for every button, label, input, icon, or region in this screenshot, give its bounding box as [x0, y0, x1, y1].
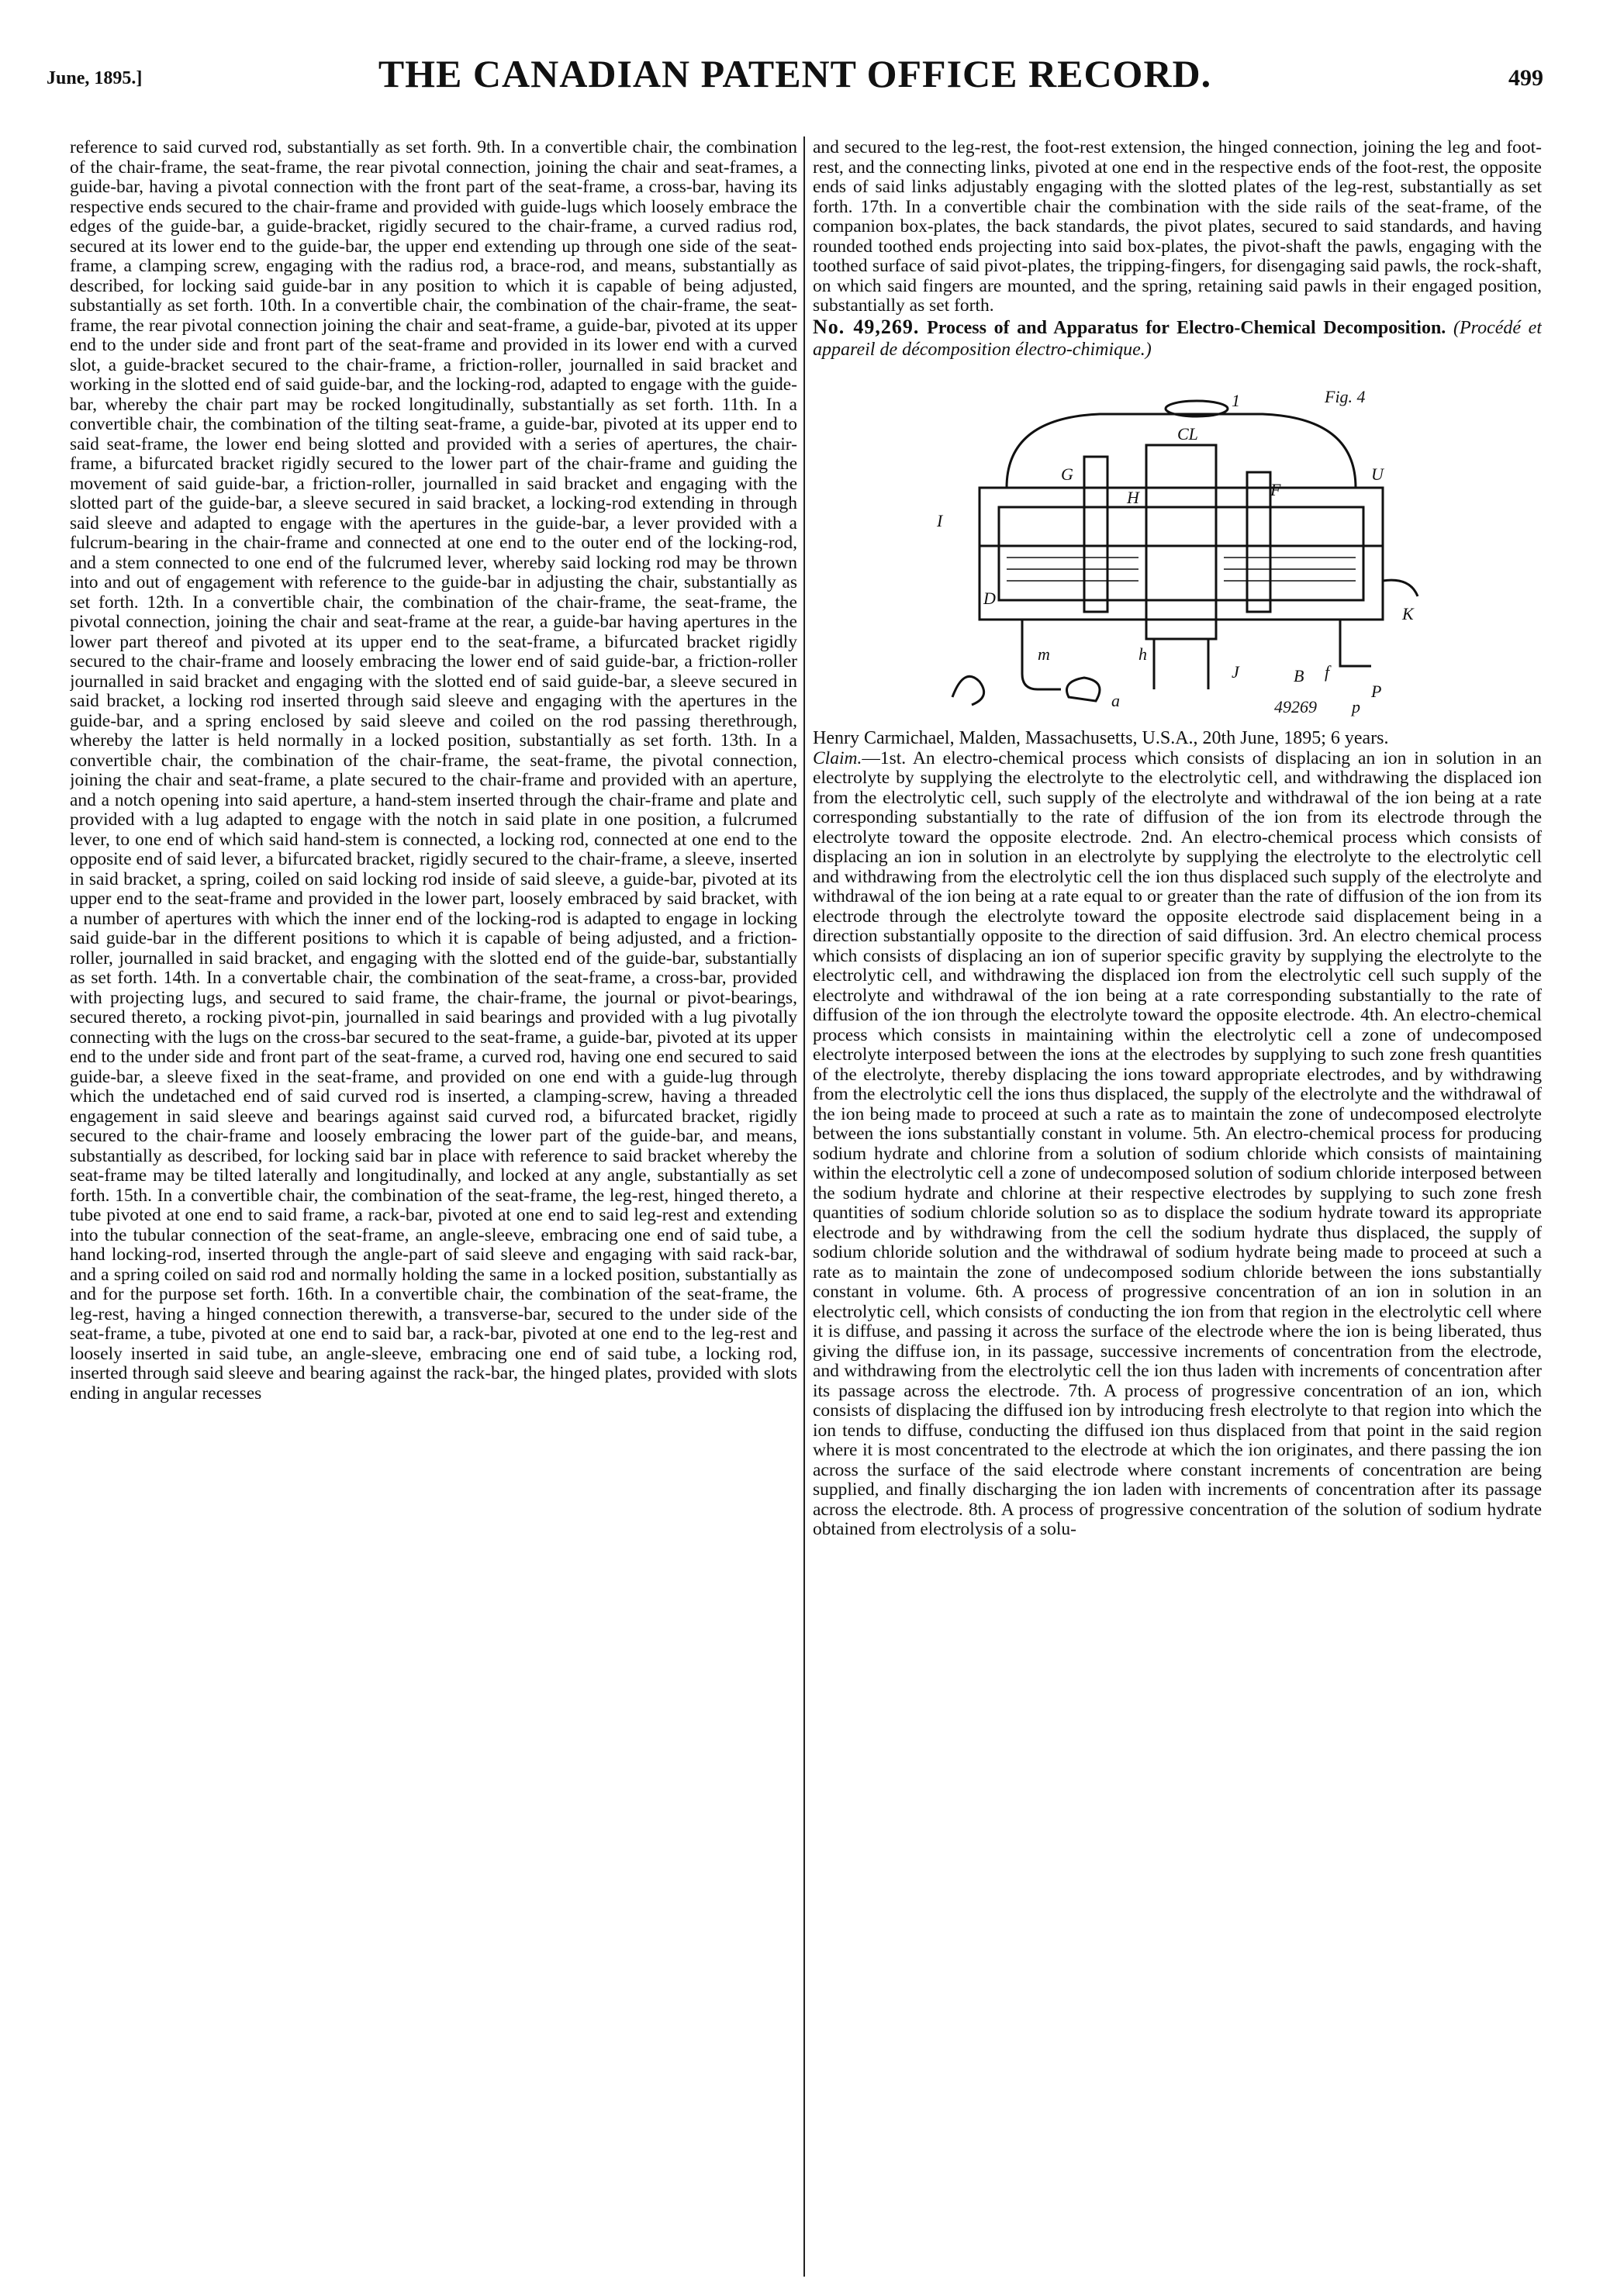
label-h: H — [1127, 487, 1139, 507]
patent-figure — [906, 371, 1449, 720]
label-h-lower: h — [1138, 644, 1147, 664]
label-b: B — [1294, 665, 1304, 685]
label-cl: CL — [1177, 423, 1198, 444]
label-a: a — [1111, 690, 1120, 710]
patent-title: Process of and Apparatus for Electro-Chemical Decomposition. — [927, 317, 1446, 338]
right-outlet-pipe — [1340, 620, 1371, 666]
figure-label: Fig. 4 — [1325, 386, 1366, 406]
inner-tank-outline — [999, 507, 1363, 600]
issue-date: June, 1895.] — [47, 68, 143, 88]
label-u: U — [1371, 464, 1384, 484]
publication-title: THE CANADIAN PATENT OFFICE RECORD. — [378, 52, 1212, 95]
central-electrode — [1146, 445, 1216, 639]
outlet-cup — [1067, 678, 1100, 701]
left-column-text: reference to said curved rod, substantially as set forth. 9th. In a convertible chair, the combination of the chair-frame, the seat-frame, the rear pivotal connection, joining the chair and seat-frames, a guide-bar, having a pivotal connection with the front part of the seat-frame, a cross-bar, having its respective ends secured to the chair-frame and provided with guide-lugs which loosely embrace the edges of the guide-bar, a guide-bracket, rigidly secured to the chair-frame, a curved radius rod, secured at its lower end to the guide-bar, the upper end extending up through one side of the seat-frame, a clamping screw, engaging with the radius rod, a brace-rod, and means, substantially as described, for locking said guide-bar in any position to which it is capable of being adjusted, substantially as set forth. 10th. In a convertible chair, the combination of the chair-frame, the seat-frame, the rear pivotal connection joining the chair and seat-frame, a guide-bar, pivoted at its upper end to the under side and front part of the seat-frame and provided in its lower end with a curved slot, a guide-bracket secured to the chair-frame, a friction-roller, journalled in said bracket and working in the slotted end of said guide-bar, and the locking-rod, adapted to engage with the guide-bar, whereby the chair part may be rocked longitudinally, substantially as set forth. 11th. In a convertible chair, the combination of the tilting seat-frame, a guide-bar, pivoted at its upper end to said seat-frame, the lower end being slotted and provided with a series of apertures, the chair-frame, a bifurcated bracket rigidly secured to the lower part of the chair-frame and guiding the movement of said guide-bar, a friction-roller, journalled in said bracket and engaging with the slotted part of the guide-bar, a sleeve secured in said bracket, a locking-rod extending in through said sleeve and adapted to engage with the apertures in the guide-bar, a lever provided with a fulcrum-bearing in the chair-frame and connected at one end to the outer end of the locking-rod, and a stem connected to one end of the fulcrumed lever, whereby said locking rod may be thrown into and out of engagement with reference to the guide-bar in adjusting the chair, substantially as set forth. 12th. In a convertible chair, the combination of the chair-frame, the seat-frame, the pivotal connection, joining the chair and seat-frame at the rear, a guide-bar having apertures in the lower part thereof and pivoted at its upper end to the seat-frame, a bifurcated bracket rigidly secured to the chair-frame and loosely embracing the lower end of said guide-bar, a friction-roller journalled in said bracket and engaging with the slotted end of said guide-bar, a sleeve secured in said bracket, a locking rod inserted through said sleeve and engaging with the apertures in the guide-bar, and a spring enclosed by said sleeve and coiled on the rod passing therethrough, whereby the latter is held normally in a locked position, substantially as set forth. 13th. In a convertible chair, the combination of the chair-frame, the seat-frame, the pivotal connection, joining the chair and seat-frame, a plate secured to the chair-frame and provided with an aperture, and a notch opening into said aperture, a hand-stem inserted through the chair-frame and plate and provided with a lug adapted to engage with the notch in said plate in one position, a fulcrumed lever, to one end of which said hand-stem is connected, a locking rod, connected at one end to the opposite end of said lever, a bifurcated bracket, rigidly secured to the chair-frame, a sleeve, inserted in said bracket, a spring, coiled on said locking rod inside of said sleeve, a guide-bar, pivoted at its upper end to the seat-frame and provided in the lower part, loosely embraced by said bracket, with a number of apertures with which the inner end of the locking-rod is adapted to engage in locking said guide-bar in the different positions to which it is capable of being adjusted, and a friction-roller, journalled in said bracket, and engaging with the slotted end of the guide-bar, substantially as set forth. 14th. In a convertable chair, the combination of the seat-frame, a cross-bar, provided with projecting lugs, and secured to said frame, the chair-frame, the journal or pivot-bearings, secured thereto, a rocking pivot-pin, journalled in said bearings and provided with a lug pivotally connecting with the lugs on the cross-bar secured to the seat-frame, a guide-bar, pivoted at its upper end to the under side and front part of the seat-frame, a curved rod, having one end secured to said guide-bar, a sleeve fixed in the seat-frame, and provided on one end with a guide-lug through which the undetached end of said curved rod is inserted, a clamping-screw, having a threaded engagement in said sleeve and bearings against said curved rod, a bifurcated bracket, rigidly secured to the chair-frame and loosely embracing the lower part of the guide-bar, and means, substantially as described, for locking said bar in place with reference to said bracket whereby the seat-frame may be tilted laterally and longitudinally, and locked at any angle, substantially as set forth. 15th. In a convertible chair, the combination of the seat-frame, the leg-rest, hinged thereto, a tube pivoted at one end to said frame, a rack-bar, pivoted at one end to said leg-rest and extending into the tubular connection of the seat-frame, an angle-sleeve, embracing one end of said tube, a hand locking-rod, inserted through the angle-part of said sleeve and engaging with said rack-bar, and a spring coiled on said rod and normally holding the same in a locked position, substantially as and for the purpose set forth. 16th. In a convertible chair, the combination of the seat-frame, the leg-rest, having a hinged connection therewith, a transverse-bar, secured to the under side of the seat-frame, a tube, pivoted at one end to said bar, a rack-bar, pivoted at one end to the leg-rest and loosely inserted in said tube, an angle-sleeve, embracing one end of said tube, a locking rod, inserted through said sleeve and bearing against the rack-bar, the hinged plates, provided with slots ending in angular recesses — [70, 138, 797, 1403]
inlet-coil — [952, 676, 984, 705]
figure-number: 49269 — [1274, 696, 1317, 716]
label-f-lower: f — [1325, 661, 1330, 682]
page-number: 499 — [1508, 65, 1543, 91]
claims-block — [813, 749, 1542, 1540]
label-f: F — [1270, 479, 1281, 499]
patent-number: No. 49,269. — [813, 315, 920, 338]
left-column — [70, 138, 797, 2274]
electrolytic-apparatus-drawing — [906, 371, 1449, 720]
continued-claims-text: and secured to the leg-rest, the foot-rest extension, the hinged connection, joining the leg and foot-rest, and the connecting links, pivoted at one end in the respective ends of the foot-rest, the opposite ends of said links adjustably engaging with the slotted plates of the leg-rest, substantially as set forth. 17th. In a convertible chair the combination with the side rails of the seat-frame, of the companion box-plates, the back standards, the pivot plates, secured to said standards, and having rounded toothed ends projecting into said box-plates, the pivot-shaft the pawls, engaging with the toothed surface of said pivot-plates, the tripping-fingers, for disengaging said pawls, the rock-shaft, on which said fingers are mounted, and the spring, retaining said pawls in their engaged position, substantially as set forth. — [813, 138, 1542, 316]
label-j: J — [1232, 661, 1239, 682]
label-p-upper: P — [1371, 681, 1382, 701]
lower-electrode-stem — [1154, 639, 1208, 689]
label-g: G — [1061, 464, 1073, 484]
label-1: 1 — [1232, 390, 1240, 410]
claim-label: Claim. — [813, 747, 862, 768]
right-diaphragm — [1247, 472, 1270, 612]
patent-heading — [813, 316, 1542, 361]
label-d: D — [983, 588, 996, 608]
terminal-wire — [1383, 580, 1418, 596]
label-p-lower: p — [1352, 696, 1360, 716]
left-diaphragm — [1084, 457, 1107, 612]
inventor-line: Henry Carmichael, Malden, Massachusetts, U.S.A., 20th June, 1895; 6 years. — [813, 727, 1389, 748]
claims-text: —1st. An electro-chemical process which consists of displacing an ion in solution in an electrolyte by supplying the electrolyte to the electrolytic cell, and withdrawing the displaced ion from the electrolytic cell, such supply of the electrolyte and withdrawal of the ion being at a rate corresponding substantially to the rate of diffusion of the ion from its electrode through the electrolyte toward the opposite electrode. 2nd. An electro-chemical process which consists of displacing an ion in solution in an electrolyte by supplying the electrolyte to the electrolytic cell and withdrawing from the electrolytic cell the ion thus displaced such supply of the electrolyte and withdrawal of the ion being at a rate equal to or greater than the rate of diffusion of the ion from its electrode through the electrolyte toward the opposite electrode said displacement being in a direction substantially opposite to the direction of said diffusion. 3rd. An electro chemical process which consists of displacing an ion of superior specific gravity by supplying the electrolyte to the electrolytic cell, and withdrawing the displaced ion from the electrolytic cell such supply of the electrolyte and withdrawal of the ion being at a rate corresponding substantially to the rate of diffusion of the ion through the electrolyte toward the opposite electrode. 4th. An electro-chemical process which consists in maintaining within the electrolytic cell a zone of undecomposed electrolyte interposed between the ions at the electrodes by supplying to such zone fresh quantities of the electrolyte, thereby displacing the ions toward appropriate electrodes, and by withdrawing from the electrolytic cell the ions thus displaced, the supply of the electrolyte and the withdrawal of the ion being made to proceed at such a rate as to maintain the zone of undecomposed electrolyte between the ions substantially constant in volume. 5th. An electro-chemical process for producing sodium hydrate and chlorine from a solution of sodium chloride which consists of maintaining within the electrolytic cell a zone of undecomposed solution of sodium chloride interposed between the sodium hydrate and chlorine at their respective electrodes by supplying to such zone fresh quantities of sodium chloride solution so as to displace the sodium hydrate toward its appropriate electrode and by withdrawing from the cell the sodium hydrate thus displaced, the supply of sodium chloride solution and the withdrawal of sodium hydrate being made to proceed at such a rate as to maintain the zone of undecomposed sodium chloride between the ions substantially constant in volume. 6th. A process of progressive concentration of an ion in solution in an electrolytic cell, which consists of conducting the ion from that region in the electrolytic cell where it is diffuse, and passing it across the surface of the electrode where the ion is being liberated, thus giving the diffuse ion, in its passage, successive increments of concentration from the electrode, and withdrawing from the electrolytic cell the ion thus laden with increments of concentration after its passage across the electrode. 7th. A process of progressive concentration of an ion, which consists of displacing the diffused ion by introducing fresh electrolyte to that region into which the ion tends to diffuse, conducting the diffused ion thus displaced from that point in the said region where it is most concentrated to the electrode at which the ion originates, and there passing the ion across the surface of the said electrode where constant increments of concentration are being supplied, and finally discharging the ion laden with increments of concentration after its passage across the electrode. 8th. A process of progressive concentration of the solution of sodium hydrate obtained from electrolysis of a solu- — [813, 747, 1542, 1539]
label-i: I — [937, 510, 943, 530]
patent-title-french: (Procédé et appareil de décomposition électro-chimique.) — [813, 317, 1542, 360]
page-header — [47, 51, 1543, 98]
label-k: K — [1402, 603, 1414, 623]
right-column — [813, 138, 1542, 2274]
column-divider — [803, 136, 805, 2277]
label-m: m — [1038, 644, 1050, 664]
